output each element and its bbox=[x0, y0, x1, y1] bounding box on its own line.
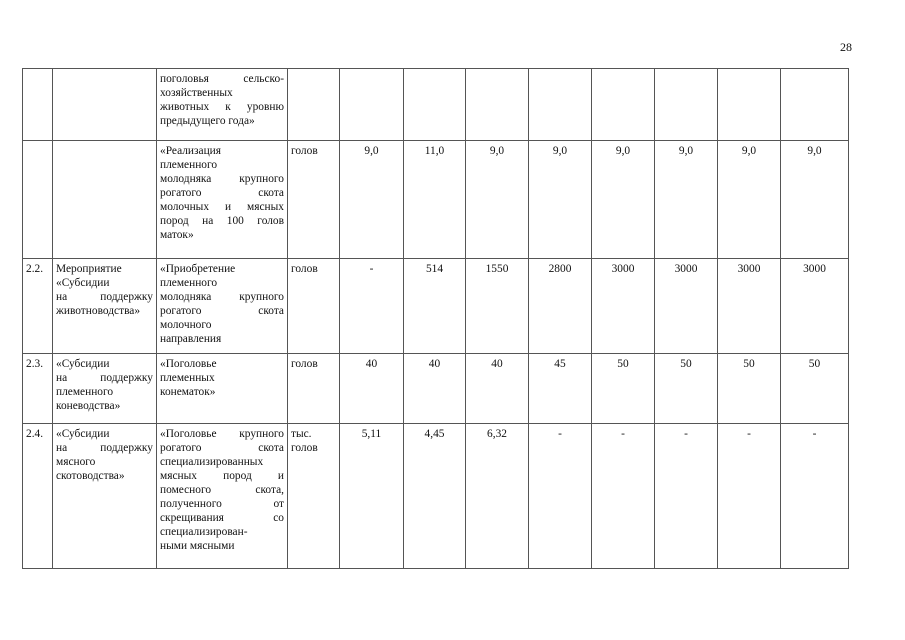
measure-cell-line: на поддержку bbox=[56, 442, 153, 454]
value-cell: - bbox=[718, 424, 781, 569]
indicator-cell-line: пород на 100 голов bbox=[160, 215, 284, 227]
value-cell: 50 bbox=[781, 354, 849, 424]
value-cell: 9,0 bbox=[529, 141, 592, 259]
unit-cell bbox=[288, 354, 340, 424]
value-cell: 50 bbox=[655, 354, 718, 424]
table-row bbox=[23, 259, 849, 354]
measure-cell bbox=[53, 141, 157, 259]
value-cell bbox=[655, 69, 718, 141]
measure-cell-line: на поддержку bbox=[56, 372, 153, 384]
value-cell: 40 bbox=[466, 354, 529, 424]
unit-cell-line: голов bbox=[291, 358, 318, 370]
value-cell: 50 bbox=[718, 354, 781, 424]
value-cell: 6,32 bbox=[466, 424, 529, 569]
unit-cell bbox=[288, 424, 340, 569]
indicator-cell-line: племенного bbox=[160, 159, 218, 171]
value-cell bbox=[466, 69, 529, 141]
indicator-cell-line: маток» bbox=[160, 229, 194, 241]
measure-cell-line: мясного bbox=[56, 456, 96, 468]
indicator-cell bbox=[157, 354, 288, 424]
indicator-cell-line: мясных пород и bbox=[160, 470, 284, 482]
indicator-cell-line: рогатого скота bbox=[160, 305, 284, 317]
row-index bbox=[23, 69, 53, 141]
indicator-cell-line: специализирован- bbox=[160, 526, 248, 538]
measure-cell bbox=[53, 424, 157, 569]
table-row bbox=[23, 354, 849, 424]
indicators-table bbox=[22, 68, 849, 569]
measure-cell bbox=[53, 69, 157, 141]
value-cell: 11,0 bbox=[404, 141, 466, 259]
table-row bbox=[23, 69, 849, 141]
value-cell: 514 bbox=[404, 259, 466, 354]
indicator-cell-line: рогатого скота bbox=[160, 187, 284, 199]
value-cell: 9,0 bbox=[655, 141, 718, 259]
indicator-cell-line: «Поголовье крупного bbox=[160, 428, 284, 440]
indicator-cell-line: специализированных bbox=[160, 456, 264, 468]
value-cell: 40 bbox=[404, 354, 466, 424]
measure-cell-line: «Субсидии bbox=[56, 428, 110, 440]
indicator-cell bbox=[157, 259, 288, 354]
value-cell: - bbox=[781, 424, 849, 569]
value-cell: 9,0 bbox=[781, 141, 849, 259]
value-cell: 50 bbox=[592, 354, 655, 424]
value-cell: 3000 bbox=[655, 259, 718, 354]
value-cell: 40 bbox=[340, 354, 404, 424]
row-index: 2.2. bbox=[23, 259, 53, 354]
table-body bbox=[23, 69, 849, 569]
unit-cell-line: голов bbox=[291, 442, 318, 454]
indicator-cell-line: конематок» bbox=[160, 386, 216, 398]
measure-cell-line: коневодства» bbox=[56, 400, 121, 412]
value-cell: 9,0 bbox=[466, 141, 529, 259]
value-cell: 3000 bbox=[718, 259, 781, 354]
indicator-cell-line: скрещивания со bbox=[160, 512, 284, 524]
value-cell bbox=[340, 69, 404, 141]
indicator-cell-line: племенного bbox=[160, 277, 218, 289]
value-cell: 9,0 bbox=[592, 141, 655, 259]
unit-cell bbox=[288, 259, 340, 354]
indicator-cell-line: ными мясными bbox=[160, 540, 235, 552]
value-cell: - bbox=[529, 424, 592, 569]
value-cell: 1550 bbox=[466, 259, 529, 354]
measure-cell-line: животноводства» bbox=[56, 305, 141, 317]
row-index: 2.3. bbox=[23, 354, 53, 424]
value-cell: 4,45 bbox=[404, 424, 466, 569]
value-cell: 9,0 bbox=[340, 141, 404, 259]
indicator-cell-line: направления bbox=[160, 333, 222, 345]
value-cell bbox=[718, 69, 781, 141]
indicator-cell-line: рогатого скота bbox=[160, 442, 284, 454]
table-row bbox=[23, 424, 849, 569]
measure-cell bbox=[53, 354, 157, 424]
indicator-cell-line: поголовья сельско- bbox=[160, 73, 284, 85]
indicator-cell-line: молодняка крупного bbox=[160, 291, 284, 303]
value-cell: - bbox=[340, 259, 404, 354]
value-cell: 3000 bbox=[781, 259, 849, 354]
value-cell bbox=[781, 69, 849, 141]
indicator-cell-line: «Приобретение bbox=[160, 263, 236, 275]
value-cell: - bbox=[592, 424, 655, 569]
unit-cell-line: тыс. bbox=[291, 428, 312, 440]
indicator-cell-line: молочного bbox=[160, 319, 212, 331]
measure-cell-line: племенного bbox=[56, 386, 114, 398]
measure-cell-line: Мероприятие bbox=[56, 263, 122, 275]
value-cell: 9,0 bbox=[718, 141, 781, 259]
value-cell bbox=[529, 69, 592, 141]
measure-cell-line: скотоводства» bbox=[56, 470, 125, 482]
unit-cell bbox=[288, 69, 340, 141]
indicator-cell-line: хозяйственных bbox=[160, 87, 233, 99]
unit-cell bbox=[288, 141, 340, 259]
indicator-cell-line: «Реализация bbox=[160, 145, 221, 157]
indicator-cell-line: животных к уровню bbox=[160, 101, 284, 113]
indicator-cell bbox=[157, 69, 288, 141]
unit-cell-line: голов bbox=[291, 145, 318, 157]
indicator-cell-line: помесного скота, bbox=[160, 484, 284, 496]
unit-cell-line: голов bbox=[291, 263, 318, 275]
measure-cell-line: «Субсидии bbox=[56, 277, 110, 289]
page-number: 28 bbox=[840, 40, 852, 54]
row-index: 2.4. bbox=[23, 424, 53, 569]
value-cell: 45 bbox=[529, 354, 592, 424]
row-index bbox=[23, 141, 53, 259]
indicator-cell-line: «Поголовье bbox=[160, 358, 217, 370]
value-cell: 3000 bbox=[592, 259, 655, 354]
value-cell bbox=[404, 69, 466, 141]
table-row bbox=[23, 141, 849, 259]
value-cell bbox=[592, 69, 655, 141]
value-cell: 5,11 bbox=[340, 424, 404, 569]
indicator-cell-line: племенных bbox=[160, 372, 215, 384]
indicator-cell-line: молодняка крупного bbox=[160, 173, 284, 185]
measure-cell bbox=[53, 259, 157, 354]
value-cell: 2800 bbox=[529, 259, 592, 354]
indicator-cell-line: полученного от bbox=[160, 498, 284, 510]
indicator-cell-line: молочных и мясных bbox=[160, 201, 284, 213]
value-cell: - bbox=[655, 424, 718, 569]
indicator-cell-line: предыдущего года» bbox=[160, 115, 255, 127]
indicator-cell bbox=[157, 424, 288, 569]
measure-cell-line: на поддержку bbox=[56, 291, 153, 303]
indicator-cell bbox=[157, 141, 288, 259]
measure-cell-line: «Субсидии bbox=[56, 358, 110, 370]
